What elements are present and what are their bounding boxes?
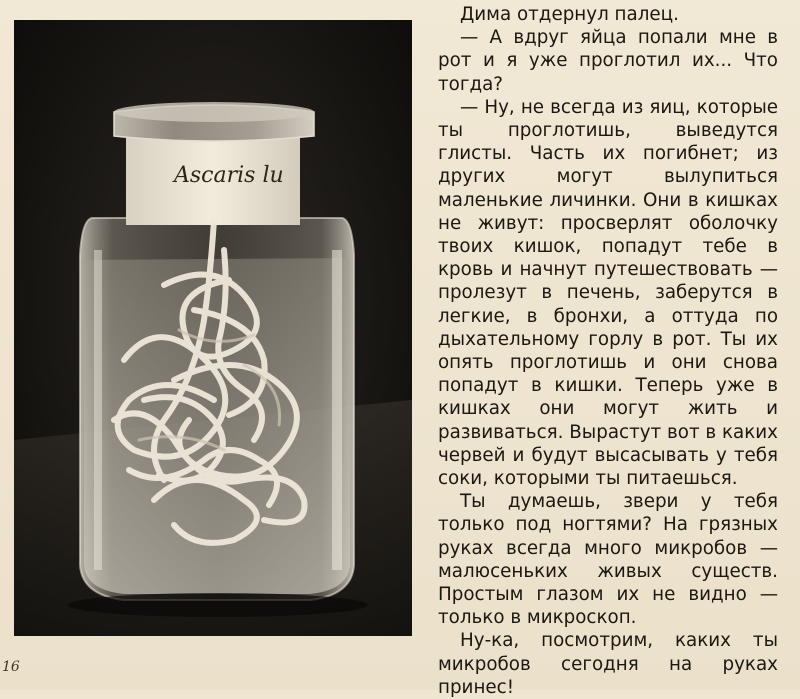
jar-label-text: Ascaris lu [174,163,284,188]
paragraph: — А вдруг яйца попали мне в рот и я уже проглотил их... Что тогда? [438,27,778,95]
paragraph: Дима отдернул палец. [460,4,679,25]
story-text [438,3,778,699]
paragraph: Ну-ка, посмотрим, каких ты микробов сегодня на руках принес! [438,630,778,698]
page-number: 16 [2,659,20,675]
jar-shadow [68,593,368,617]
jar-photograph [14,20,412,636]
ascaris-jar-illustration [14,20,412,636]
paragraph: — Ну, не всегда из яиц, которые ты проглотишь, выведутся глисты. Часть их погибнет; из других могут вылупиться маленькие личинки. Они в кишках не живут: просверлят оболочку твоих кишок, попадут тебе в кровь и начнут путешествовать — пролезут в печень, заберутся в легкие, в бронхи, а оттуда по дыхательному горлу в рот. Ты их опять проглотишь и они снова попадут в кишки. Теперь уже в кишках они могут жить и развиваться. Вырастут вот в каких червей и будут высасывать у тебя соки, которыми ты питаешься. [438,96,779,490]
paragraph: Ты думаешь, звери у тебя только под ногтями? На грязных руках всегда много микробов — малюсеньких живых существ. Простым глазом их не видно — только в микроскоп. [438,491,778,629]
